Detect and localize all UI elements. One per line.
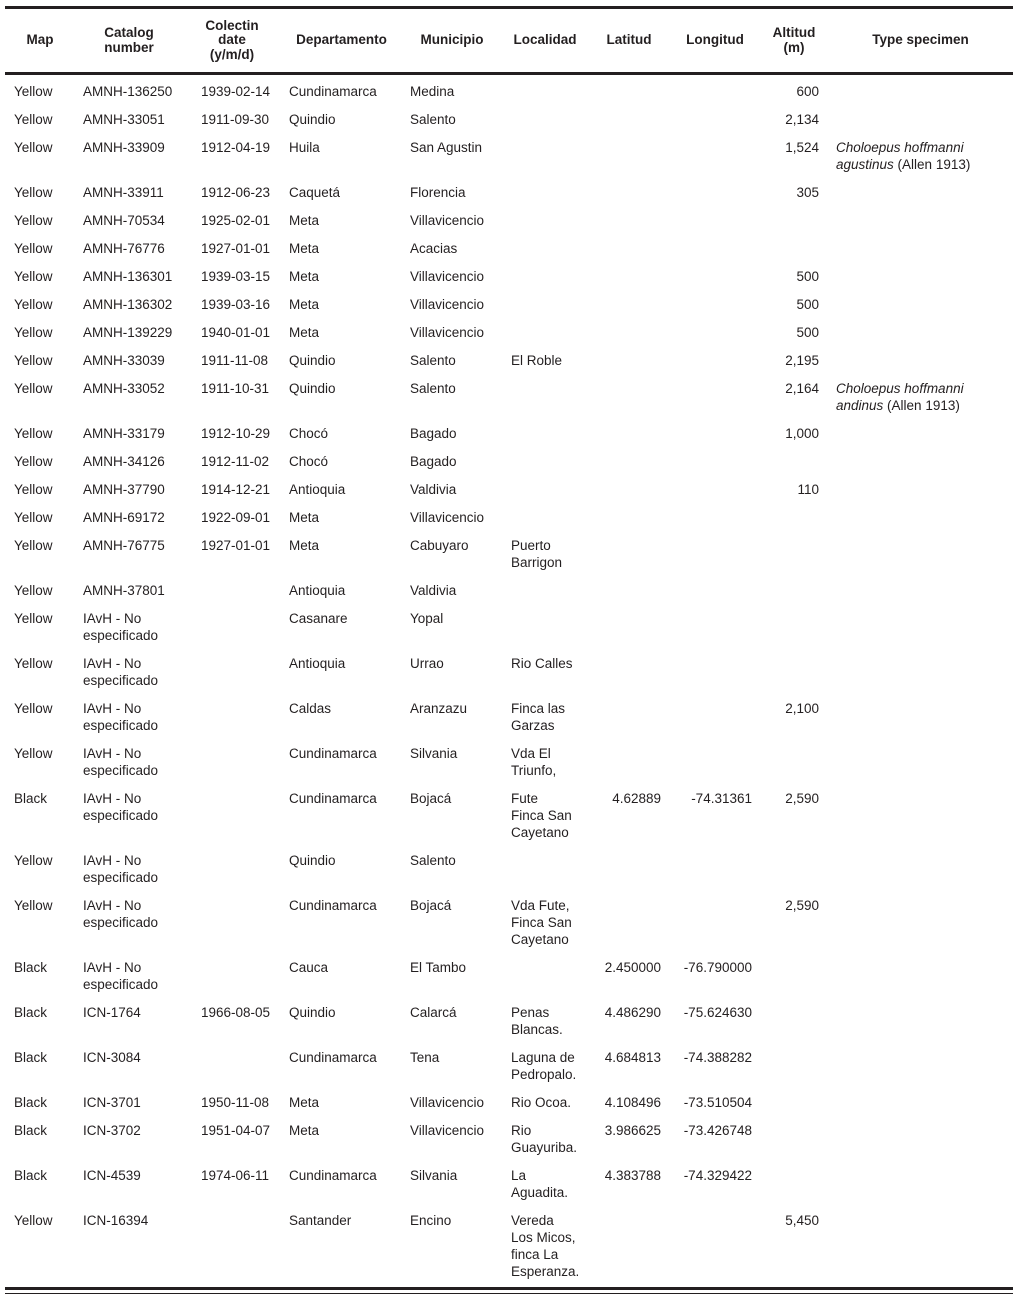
cell-departamento: Caldas (289, 701, 332, 716)
cell-date: 1911-11-08 (201, 353, 269, 368)
cell-municipio: Villavicencio (410, 510, 485, 525)
cell-localidad: finca La (511, 1247, 559, 1262)
cell-map: Yellow (14, 140, 53, 155)
cell-latitud: 4.684813 (604, 1050, 661, 1065)
table-row (5, 1163, 1013, 1208)
cell-departamento: Meta (289, 538, 320, 553)
cell-date: 1939-03-16 (201, 297, 271, 312)
cell-localidad: Finca San (511, 808, 572, 823)
cell-date: 1974-06-11 (201, 1168, 270, 1183)
cell-catalog: AMNH-76776 (83, 241, 165, 256)
cell-municipio: Encino (410, 1213, 452, 1228)
taxon-name: Choloepus hoffmanni (836, 140, 964, 155)
cell-departamento: Huila (289, 140, 320, 155)
cell-municipio: Silvania (410, 746, 458, 761)
cell-map: Yellow (14, 1213, 53, 1228)
cell-departamento: Meta (289, 241, 320, 256)
cell-departamento: Cundinamarca (289, 746, 377, 761)
cell-longitud: -74.329422 (683, 1168, 752, 1183)
cell-map: Yellow (14, 898, 53, 913)
taxon-name: andinus (836, 398, 884, 413)
specimen-table (5, 6, 1013, 1294)
cell-map: Black (14, 960, 48, 975)
cell-map: Yellow (14, 269, 53, 284)
cell-map: Yellow (14, 426, 53, 441)
cell-catalog: especificado (83, 870, 159, 885)
cell-municipio: Aranzazu (410, 701, 468, 716)
cell-catalog: ICN-3084 (83, 1050, 141, 1065)
cell-departamento: Caquetá (289, 185, 341, 200)
cell-departamento: Casanare (289, 611, 348, 626)
header-localidad: Localidad (513, 32, 577, 48)
cell-map: Yellow (14, 297, 53, 312)
cell-municipio: Villavicencio (410, 325, 485, 340)
cell-localidad: Finca San (511, 915, 572, 930)
table-row (5, 264, 1013, 292)
cell-departamento: Meta (289, 213, 320, 228)
cell-date: 1966-08-05 (201, 1005, 271, 1020)
cell-date: 1951-04-07 (201, 1123, 271, 1138)
cell-localidad: Rio Calles (511, 656, 573, 671)
cell-localidad: Cayetano (511, 932, 569, 947)
cell-map: Yellow (14, 611, 53, 626)
cell-departamento: Cundinamarca (289, 898, 377, 913)
cell-localidad: Fute (511, 791, 539, 806)
cell-localidad: Cayetano (511, 825, 569, 840)
header-latitud: Latitud (606, 32, 652, 48)
cell-type-specimen (836, 139, 964, 156)
table-row (5, 578, 1013, 606)
cell-map: Yellow (14, 213, 53, 228)
cell-departamento: Santander (289, 1213, 352, 1228)
cell-altitud: 600 (796, 84, 819, 99)
cell-catalog: especificado (83, 628, 159, 643)
cell-departamento: Meta (289, 297, 320, 312)
cell-date: 1950-11-08 (201, 1095, 270, 1110)
cell-municipio: El Tambo (410, 960, 467, 975)
cell-type-specimen (836, 397, 960, 414)
table-row (5, 533, 1013, 578)
cell-municipio: Acacias (410, 241, 458, 256)
cell-departamento: Cundinamarca (289, 84, 377, 99)
header-catalog: Catalog number (104, 25, 154, 55)
cell-departamento: Chocó (289, 454, 329, 469)
cell-localidad: Rio Ocoa. (511, 1095, 572, 1110)
cell-catalog: AMNH-70534 (83, 213, 165, 228)
cell-date: 1912-10-29 (201, 426, 271, 441)
cell-departamento: Quindio (289, 1005, 336, 1020)
table-row (5, 135, 1013, 180)
bottom-rule-thin (5, 1293, 1013, 1294)
cell-catalog: IAvH - No (83, 791, 142, 806)
taxon-name: agustinus (836, 157, 894, 172)
cell-catalog: ICN-4539 (83, 1168, 141, 1183)
table-row (5, 651, 1013, 696)
cell-map: Yellow (14, 381, 53, 396)
cell-date: 1912-04-19 (201, 140, 271, 155)
cell-municipio: Bojacá (410, 791, 452, 806)
table-row (5, 449, 1013, 477)
cell-altitud: 5,450 (785, 1213, 819, 1228)
cell-municipio: Salento (410, 112, 456, 127)
cell-catalog: AMNH-136302 (83, 297, 173, 312)
cell-departamento: Cauca (289, 960, 329, 975)
cell-localidad: Puerto (511, 538, 551, 553)
cell-municipio: Valdivia (410, 482, 457, 497)
table-row (5, 477, 1013, 505)
taxon-name: Choloepus hoffmanni (836, 381, 964, 396)
cell-localidad: Garzas (511, 718, 555, 733)
cell-municipio: Bojacá (410, 898, 452, 913)
cell-date: 1939-02-14 (201, 84, 271, 99)
cell-municipio: Bagado (410, 454, 457, 469)
cell-municipio: San Agustin (410, 140, 483, 155)
cell-longitud: -74.31361 (691, 791, 752, 806)
cell-localidad: Guayuriba. (511, 1140, 578, 1155)
cell-departamento: Cundinamarca (289, 1168, 377, 1183)
cell-catalog: AMNH-37790 (83, 482, 165, 497)
cell-localidad: La (511, 1168, 527, 1183)
table-row (5, 107, 1013, 135)
table-row (5, 741, 1013, 786)
cell-municipio: Salento (410, 853, 456, 868)
cell-catalog: especificado (83, 763, 159, 778)
cell-departamento: Quindio (289, 853, 336, 868)
cell-catalog: especificado (83, 673, 159, 688)
cell-localidad: Esperanza. (511, 1264, 580, 1279)
cell-map: Yellow (14, 746, 53, 761)
cell-map: Yellow (14, 510, 53, 525)
cell-catalog: AMNH-33909 (83, 140, 165, 155)
cell-municipio: Villavicencio (410, 269, 485, 284)
cell-date: 1925-02-01 (201, 213, 271, 228)
cell-date: 1939-03-15 (201, 269, 271, 284)
cell-altitud: 110 (797, 482, 819, 497)
cell-latitud: 2.450000 (604, 960, 661, 975)
cell-departamento: Quindio (289, 353, 336, 368)
cell-departamento: Meta (289, 510, 320, 525)
header-departamento: Departamento (296, 32, 387, 48)
cell-map: Yellow (14, 656, 53, 671)
cell-altitud: 1,000 (785, 426, 819, 441)
cell-catalog: ICN-3702 (83, 1123, 141, 1138)
table-row (5, 1118, 1013, 1163)
table-row (5, 1090, 1013, 1118)
cell-latitud: 3.986625 (604, 1123, 661, 1138)
cell-localidad: Triunfo, (511, 763, 557, 778)
cell-map: Yellow (14, 185, 53, 200)
cell-municipio: Florencia (410, 185, 466, 200)
cell-date: 1912-11-02 (201, 454, 270, 469)
cell-departamento: Meta (289, 325, 320, 340)
cell-municipio: Salento (410, 381, 456, 396)
cell-localidad: Rio (511, 1123, 532, 1138)
cell-date: 1914-12-21 (201, 482, 271, 497)
cell-municipio: Villavicencio (410, 213, 485, 228)
table-row (5, 421, 1013, 449)
header-date: Colectin date (y/m/d) (205, 17, 259, 62)
cell-municipio: Tena (410, 1050, 440, 1065)
table-row (5, 606, 1013, 651)
cell-localidad: Vda Fute, (511, 898, 570, 913)
cell-altitud: 2,164 (785, 381, 819, 396)
table-row (5, 376, 1013, 421)
table-row (5, 320, 1013, 348)
cell-map: Yellow (14, 84, 53, 99)
cell-type-specimen (836, 156, 970, 173)
cell-localidad: Laguna de (511, 1050, 575, 1065)
taxon-authority: (Allen 1913) (893, 157, 971, 172)
cell-altitud: 500 (796, 297, 819, 312)
table-row (5, 848, 1013, 893)
table-header (5, 9, 1013, 72)
table-row (5, 696, 1013, 741)
header-map: Map (26, 32, 54, 48)
cell-altitud: 1,524 (785, 140, 819, 155)
cell-map: Black (14, 1095, 48, 1110)
cell-localidad: El Roble (511, 353, 563, 368)
cell-longitud: -74.388282 (683, 1050, 752, 1065)
cell-localidad: Los Micos, (511, 1230, 576, 1245)
header-altitud: Altitud (m) (772, 25, 816, 55)
cell-catalog: ICN-16394 (83, 1213, 149, 1228)
cell-map: Yellow (14, 325, 53, 340)
cell-localidad: Vereda (511, 1213, 554, 1228)
cell-map: Yellow (14, 853, 53, 868)
cell-date: 1922-09-01 (201, 510, 271, 525)
cell-catalog: ICN-1764 (83, 1005, 141, 1020)
cell-municipio: Villavicencio (410, 1123, 485, 1138)
table-row (5, 292, 1013, 320)
cell-municipio: Urrao (410, 656, 444, 671)
header-longitud: Longitud (686, 32, 744, 48)
cell-catalog: IAvH - No (83, 746, 142, 761)
cell-catalog: IAvH - No (83, 656, 142, 671)
table-row (5, 348, 1013, 376)
cell-altitud: 2,134 (785, 112, 819, 127)
cell-altitud: 500 (796, 325, 819, 340)
cell-municipio: Bagado (410, 426, 457, 441)
cell-catalog: especificado (83, 718, 159, 733)
taxon-authority: (Allen 1913) (883, 398, 960, 413)
cell-departamento: Cundinamarca (289, 791, 377, 806)
cell-map: Yellow (14, 353, 53, 368)
table-row (5, 208, 1013, 236)
cell-longitud: -73.426748 (683, 1123, 752, 1138)
cell-departamento: Antioquia (289, 656, 346, 671)
cell-departamento: Antioquia (289, 583, 346, 598)
cell-catalog: IAvH - No (83, 898, 142, 913)
cell-departamento: Quindio (289, 381, 336, 396)
table-row (5, 955, 1013, 1000)
cell-localidad: Penas (511, 1005, 550, 1020)
cell-map: Yellow (14, 241, 53, 256)
table-row (5, 1000, 1013, 1045)
cell-departamento: Cundinamarca (289, 1050, 377, 1065)
cell-map: Yellow (14, 482, 53, 497)
cell-departamento: Meta (289, 1123, 320, 1138)
cell-date: 1940-01-01 (201, 325, 271, 340)
cell-catalog: AMNH-34126 (83, 454, 165, 469)
cell-municipio: Medina (410, 84, 455, 99)
cell-map: Black (14, 1005, 48, 1020)
cell-catalog: AMNH-33052 (83, 381, 165, 396)
cell-catalog: AMNH-33051 (83, 112, 165, 127)
cell-altitud: 2,100 (785, 701, 819, 716)
table-row (5, 1208, 1013, 1287)
cell-catalog: AMNH-33911 (83, 185, 164, 200)
cell-departamento: Antioquia (289, 482, 346, 497)
table-row (5, 1045, 1013, 1090)
cell-longitud: -73.510504 (683, 1095, 752, 1110)
cell-map: Yellow (14, 538, 53, 553)
cell-map: Yellow (14, 701, 53, 716)
cell-altitud: 2,195 (785, 353, 819, 368)
cell-municipio: Silvania (410, 1168, 458, 1183)
cell-departamento: Quindio (289, 112, 336, 127)
cell-catalog: especificado (83, 977, 159, 992)
cell-type-specimen (836, 380, 964, 397)
cell-catalog: AMNH-136301 (83, 269, 173, 284)
cell-latitud: 4.383788 (604, 1168, 661, 1183)
cell-map: Black (14, 1123, 48, 1138)
cell-municipio: Cabuyaro (410, 538, 469, 553)
cell-localidad: Pedropalo. (511, 1067, 577, 1082)
cell-catalog: AMNH-33039 (83, 353, 165, 368)
cell-departamento: Meta (289, 1095, 320, 1110)
cell-municipio: Villavicencio (410, 1095, 485, 1110)
cell-catalog: IAvH - No (83, 611, 142, 626)
cell-catalog: especificado (83, 915, 159, 930)
cell-date: 1912-06-23 (201, 185, 271, 200)
cell-catalog: AMNH-139229 (83, 325, 173, 340)
cell-localidad: Blancas. (511, 1022, 563, 1037)
cell-municipio: Yopal (410, 611, 444, 626)
cell-catalog: IAvH - No (83, 701, 142, 716)
table-row (5, 79, 1013, 107)
cell-municipio: Calarcá (410, 1005, 457, 1020)
cell-localidad: Aguadita. (511, 1185, 569, 1200)
cell-date: 1927-01-01 (201, 241, 271, 256)
cell-catalog: especificado (83, 808, 159, 823)
cell-localidad: Finca las (511, 701, 566, 716)
cell-altitud: 2,590 (785, 791, 819, 806)
table-row (5, 180, 1013, 208)
cell-localidad: Barrigon (511, 555, 563, 570)
cell-altitud: 500 (796, 269, 819, 284)
cell-localidad: Vda El (511, 746, 551, 761)
cell-catalog: AMNH-76775 (83, 538, 165, 553)
cell-catalog: AMNH-37801 (83, 583, 165, 598)
cell-altitud: 305 (796, 185, 819, 200)
table-body (5, 75, 1013, 1287)
cell-map: Yellow (14, 454, 53, 469)
cell-longitud: -75.624630 (683, 1005, 752, 1020)
cell-map: Black (14, 1168, 48, 1183)
cell-catalog: AMNH-33179 (83, 426, 165, 441)
cell-catalog: IAvH - No (83, 853, 142, 868)
header-type: Type specimen (872, 32, 969, 48)
table-row (5, 505, 1013, 533)
cell-date: 1927-01-01 (201, 538, 271, 553)
cell-catalog: IAvH - No (83, 960, 142, 975)
cell-departamento: Chocó (289, 426, 329, 441)
cell-latitud: 4.62889 (612, 791, 661, 806)
cell-map: Black (14, 1050, 48, 1065)
cell-catalog: AMNH-69172 (83, 510, 165, 525)
table-row (5, 236, 1013, 264)
cell-municipio: Villavicencio (410, 297, 485, 312)
table-row (5, 893, 1013, 955)
cell-altitud: 2,590 (785, 898, 819, 913)
header-municipio: Municipio (420, 32, 484, 48)
cell-map: Yellow (14, 583, 53, 598)
cell-municipio: Salento (410, 353, 456, 368)
cell-map: Black (14, 791, 48, 806)
cell-catalog: ICN-3701 (83, 1095, 141, 1110)
cell-date: 1911-09-30 (201, 112, 270, 127)
cell-municipio: Valdivia (410, 583, 457, 598)
cell-latitud: 4.108496 (604, 1095, 661, 1110)
cell-longitud: -76.790000 (683, 960, 752, 975)
cell-departamento: Meta (289, 269, 320, 284)
table-row (5, 786, 1013, 848)
cell-map: Yellow (14, 112, 53, 127)
cell-latitud: 4.486290 (604, 1005, 661, 1020)
cell-catalog: AMNH-136250 (83, 84, 173, 99)
cell-date: 1911-10-31 (201, 381, 270, 396)
